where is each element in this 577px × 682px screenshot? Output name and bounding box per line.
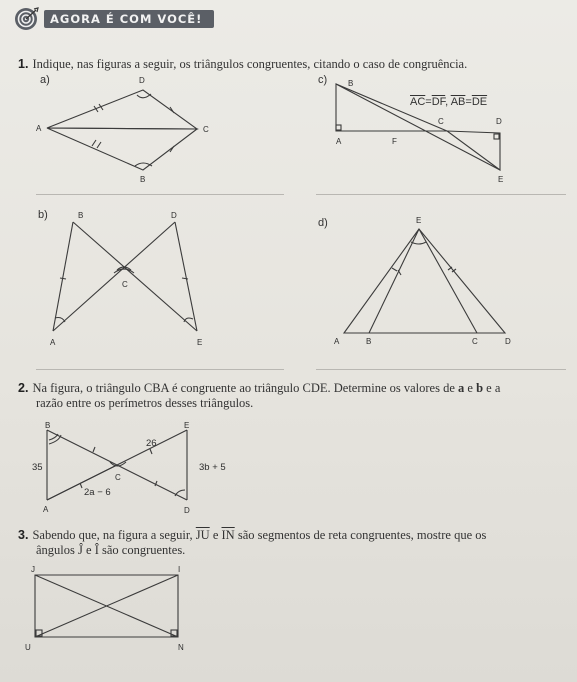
- vertex-A: A: [43, 505, 49, 514]
- vertex-B: B: [140, 175, 146, 184]
- vertex-C: C: [115, 473, 121, 482]
- vertex-D: D: [184, 506, 190, 515]
- vertex-D: D: [139, 76, 145, 85]
- vertex-A: A: [336, 137, 342, 146]
- question-2: 2. Na figura, o triângulo CBA é congruente ao triângulo CDE. Determine os valores de a e b e a razão entre os perímetros desses triângulos.: [18, 381, 501, 410]
- item-a-label: a): [40, 74, 50, 86]
- vertex-B: B: [45, 421, 51, 430]
- item-b-label: b): [38, 209, 48, 221]
- vertex-N: N: [178, 643, 184, 652]
- vertex-D: D: [496, 117, 502, 126]
- vertex-E: E: [498, 175, 504, 184]
- vertex-B: B: [78, 211, 84, 220]
- vertex-D: D: [171, 211, 177, 220]
- vertex-U: U: [25, 643, 31, 652]
- vertex-A: A: [50, 338, 56, 347]
- vertex-B: B: [348, 79, 354, 88]
- vertex-C: C: [438, 117, 444, 126]
- question-1-text: Indique, nas figuras a seguir, os triângulos congruentes, citando o caso de congruência.: [32, 57, 468, 71]
- vertex-E: E: [416, 216, 422, 225]
- vertex-E: E: [197, 338, 203, 347]
- vertex-J: J: [31, 565, 35, 574]
- vertex-E: E: [184, 421, 190, 430]
- question-3-number: 3.: [18, 528, 29, 542]
- question-3: 3. Sabendo que, na figura a seguir, $\overline{JU}$ e $\overline{IN}$ são segmentos de reta congruentes, mostre que os ângulos Ĵ e Î são congruentes.: [18, 528, 487, 557]
- vertex-C: C: [472, 337, 478, 346]
- vertex-A: A: [36, 124, 42, 133]
- vertex-C: C: [203, 125, 209, 134]
- question-2-number: 2.: [18, 381, 29, 395]
- measure-left: 35: [32, 462, 43, 473]
- vertex-D: D: [505, 337, 511, 346]
- item-c-label: c): [318, 74, 328, 86]
- measure-bottom: 2a − 6: [84, 487, 111, 498]
- vertex-A: A: [334, 337, 340, 346]
- measure-top: 26: [146, 438, 157, 449]
- question-1-number: 1.: [18, 57, 29, 71]
- item-d-label: d): [318, 217, 328, 229]
- vertex-I: I: [178, 565, 181, 574]
- vertex-F: F: [392, 137, 397, 146]
- vertex-B: B: [366, 337, 372, 346]
- vertex-C: C: [122, 280, 128, 289]
- measure-right: 3b + 5: [199, 462, 226, 473]
- header-title: AGORA É COM VOCÊ!: [50, 12, 203, 26]
- congruence-statement: $\overline{AC}=\overline{DF}$, $\overline{AB}=\overline{DE}$: [410, 96, 488, 108]
